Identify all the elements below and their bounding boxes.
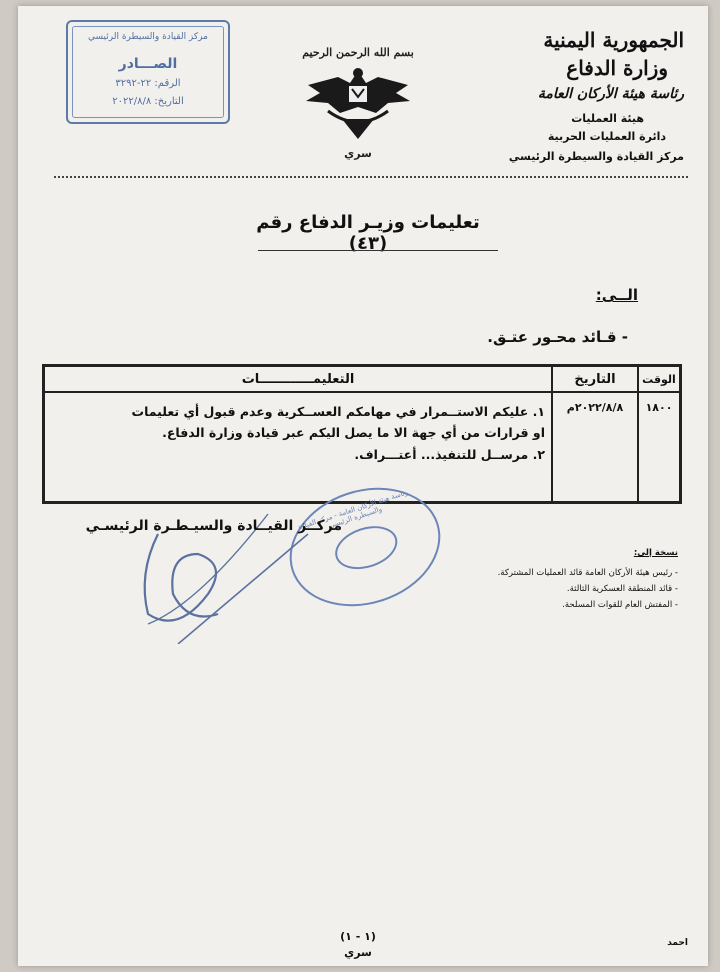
classification-top: سري [344,147,372,160]
instruction-line-1: ١. عليكم الاستــمرار في مهامكم العســكرية وعدم قبول أي تعليمات [131,404,545,419]
round-stamp-text: رئاسة هيئة الأركان العامة - مركز القيادة والسيطرة الرئيسي [296,488,409,532]
header-divider [54,176,688,178]
instruction-line-2: او قرارات من أي جهة الا ما يصل اليكم عبر قيادة وزارة الدفاع. [162,425,545,441]
table-header-row [44,366,681,393]
header-time: الوقت [638,366,681,393]
header-instructions: التعليمــــــــــــات [44,366,553,393]
signature-scribble [118,494,318,644]
header-general-staff: رئاسة هيئة الأركان العامة [537,86,684,102]
eagle-emblem-icon [298,63,418,143]
instructions-table [42,364,682,504]
typist-initials: احمد [667,938,688,948]
table-row [44,392,681,503]
recipient: - قـائد محـور عتـق. [487,328,628,346]
instruction-line-3: ٢. مرســل للتنفيذ... أعتـــراف. [354,446,545,462]
cell-time: ١٨٠٠ [638,392,681,503]
title-underline [258,250,498,251]
copy-to-item-3: - المفتش العام للقوات المسلحة. [562,600,678,610]
cell-date: ٢٠٢٢/٨/٨م [552,392,638,503]
document-title: تعليمات وزيـر الدفاع رقم (٤٣) [256,212,480,254]
signature-block: مركــز القيــادة والسيـطـرة الرئيسـي [85,518,342,534]
header-command-center: مركز القيادة والسيطرة الرئيسي [508,150,684,163]
stamp-line-4: التاريخ: ٢٠٢٢/٨/٨ [112,96,184,107]
header-country: الجمهورية اليمنية [543,28,684,52]
to-label: الــى: [595,286,638,304]
stamp-line-1: مركز القيادة والسيطرة الرئيسي [88,32,208,42]
copy-to-item-1: - رئيس هيئة الأركان العامة قائد العمليات المشتركة. [497,568,678,578]
stamp-line-3: الرقم: ٢٢-٣٢٩٢ [115,78,181,89]
header-date: التاريخ [552,366,638,393]
copy-to-label: نسخة إلى: [633,548,678,558]
header-operations-authority: هيئة العمليات [571,112,644,125]
cell-instructions [44,392,553,503]
page-number: (١ - ١) [340,930,376,943]
basmala: بسم الله الرحمن الرحيم [302,46,414,59]
classification-bottom: سري [344,946,372,959]
national-emblem [288,46,428,166]
stamp-line-2: الصـــادر [118,56,178,72]
copy-to-item-2: - قائد المنطقة العسكرية الثالثة. [566,584,678,594]
document-page [18,6,708,966]
header-ministry: وزارة الدفاع [566,56,668,80]
outgoing-stamp [66,20,230,124]
header-war-ops-dept: دائرة العمليات الحربية [547,130,666,143]
